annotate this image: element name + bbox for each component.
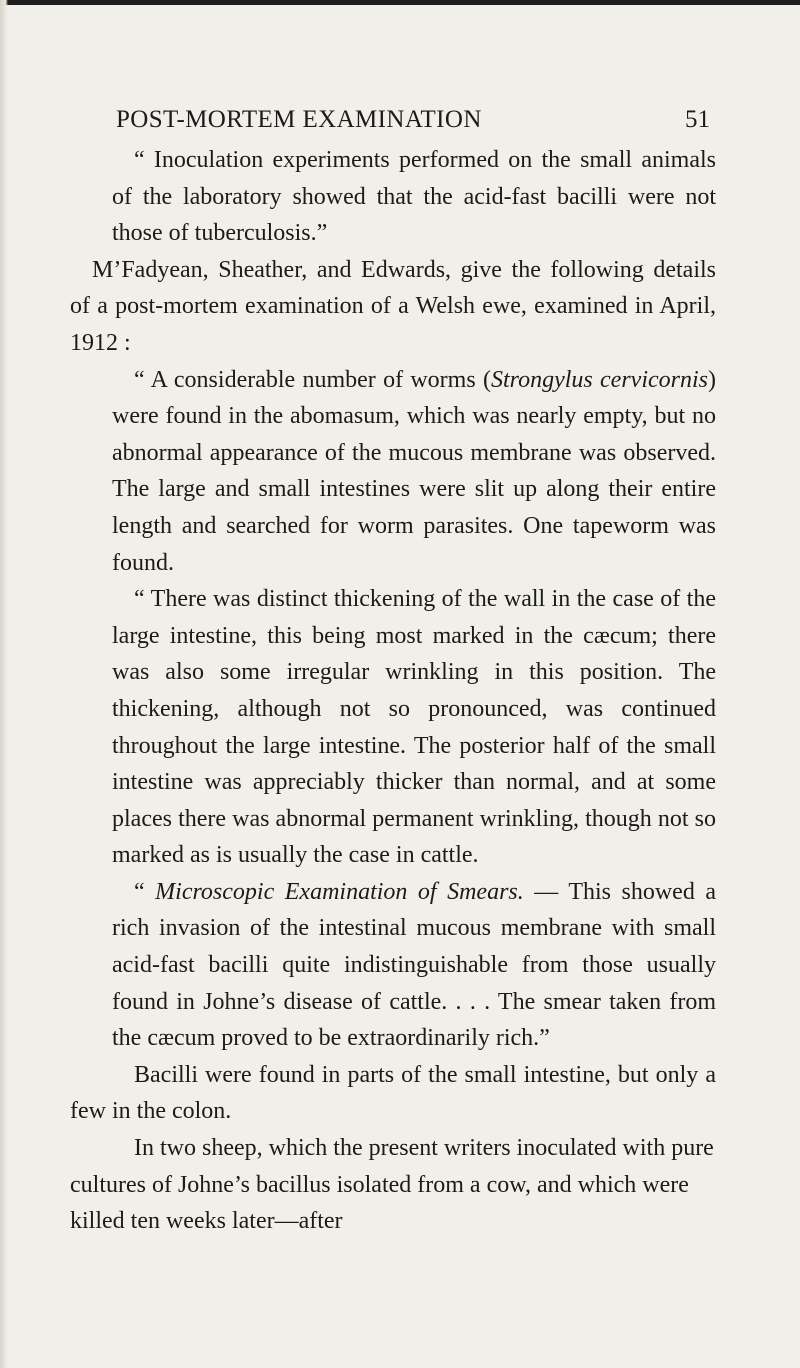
page-edge-shadow <box>0 0 8 1368</box>
paragraph-microscopic-quote: “ Microscopic Examination of Smears. — This showed a rich invasion of the intestinal mucous membrane with small acid-fast bacilli quite indistinguishable from those usually found in Johne’s disease of cattle. . . . The smear taken from the cæcum proved to be extraordinarily rich.” <box>112 878 716 1052</box>
paragraph-two-sheep: In two sheep, which the present writers inoculated with pure cultures of Johne’s bacillus isolated from a cow, and which were killed ten weeks later—after <box>70 1135 714 1235</box>
paragraph-worms-quote: “ A considerable number of worms (Strongylus cervicornis) were found in the abomasum, which was nearly empty, but no abnormal appearance of the mucous membrane was observed. The large and small intestines were slit up along their entire length and searched for worm parasites. One tapeworm was found. <box>112 366 716 576</box>
page-header <box>90 106 710 146</box>
running-title: POST-MORTEM EXAMINATION <box>116 106 482 133</box>
species-name: Strongylus cervicornis <box>490 366 708 393</box>
paragraph-inoculation-quote: “ Inoculation experiments performed on the small animals of the laboratory showed that the acid-fast bacilli were not those of tuberculosis.” <box>112 147 716 247</box>
top-border <box>0 0 800 5</box>
paragraph-mfadyean-intro: M’Fadyean, Sheather, and Edwards, give the following details of a post-mortem examination of a Welsh ewe, examined in April, 1912 : <box>70 256 716 356</box>
section-heading-microscopic: Microscopic Examination of Smears. <box>155 878 524 905</box>
page-number: 51 <box>685 106 710 133</box>
body-text <box>70 142 716 1240</box>
paragraph-thickening-quote: “ There was distinct thickening of the wall in the case of the large intestine, this being most marked in the cæcum; there was also some irregular wrinkling in this position. The thickening, although not so pronounced, was continued throughout the large intestine. The posterior half of the small intestine was appreciably thicker than normal, and at some places there was abnormal permanent wrinkling, though not so marked as is usually the case in cattle. <box>112 586 716 869</box>
paragraph-bacilli-found: Bacilli were found in parts of the small intestine, but only a few in the colon. <box>70 1061 716 1125</box>
